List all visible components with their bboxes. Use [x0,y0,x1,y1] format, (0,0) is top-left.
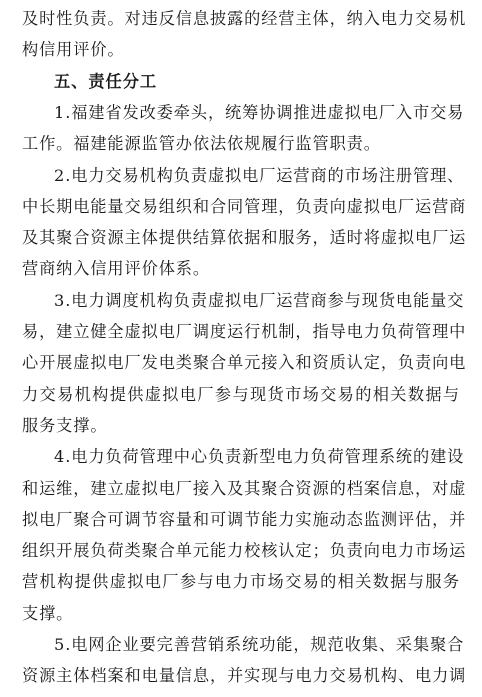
body-text-line: 支撑。 [22,603,74,623]
body-text-line: 服务支撑。 [22,415,108,435]
body-text-line: 1.福建省发改委牵头，统筹协调推进虚拟电厂入市交易 [54,102,465,122]
body-text-line: 营商纳入信用评价体系。 [22,259,210,279]
body-text-line: 和运维，建立虚拟电厂接入及其聚合资源的档案信息，对虚 [22,478,467,498]
body-text-line: 构信用评价。 [22,40,125,60]
body-text-line: 中长期电能量交易组织和合同管理，负责向虚拟电厂运营商 [22,196,467,216]
body-text-line: 及其聚合资源主体提供结算依据和服务，适时将虚拟电厂运 [22,228,467,248]
body-text-line: 资源主体档案和电量信息，并实现与电力交易机构、电力调 [22,666,467,686]
body-text-line: 营机构提供虚拟电厂参与电力市场交易的相关数据与服务 [22,572,460,592]
section-heading: 五、责任分工 [54,71,158,91]
body-text-line: 工作。福建能源监管办依法依规履行监管职责。 [22,134,381,154]
body-text-line: 组织开展负荷类聚合单元能力校核认定；负责向电力市场运 [22,541,467,561]
body-text-line: 及时性负责。对违反信息披露的经营主体，纳入电力交易机 [22,9,467,28]
body-text-line: 4.电力负荷管理中心负责新型电力负荷管理系统的建设 [54,447,465,467]
body-text-line: 心开展虚拟电厂发电类聚合单元接入和资质认定，负责向电 [22,353,467,373]
body-text-line: 力交易机构提供虚拟电厂参与现货市场交易的相关数据与 [22,384,460,404]
body-text-line: 3.电力调度机构负责虚拟电厂运营商参与现货电能量交 [54,290,465,310]
body-text-line: 2.电力交易机构负责虚拟电厂运营商的市场注册管理、 [54,165,465,185]
body-text-line: 拟电厂聚合可调节容量和可调节能力实施动态监测评估，并 [22,509,467,529]
body-text-line: 5.电网企业要完善营销系统功能，规范收集、采集聚合 [54,635,465,654]
body-text-line: 易，建立健全虚拟电厂调度运行机制，指导电力负荷管理中 [22,322,467,341]
